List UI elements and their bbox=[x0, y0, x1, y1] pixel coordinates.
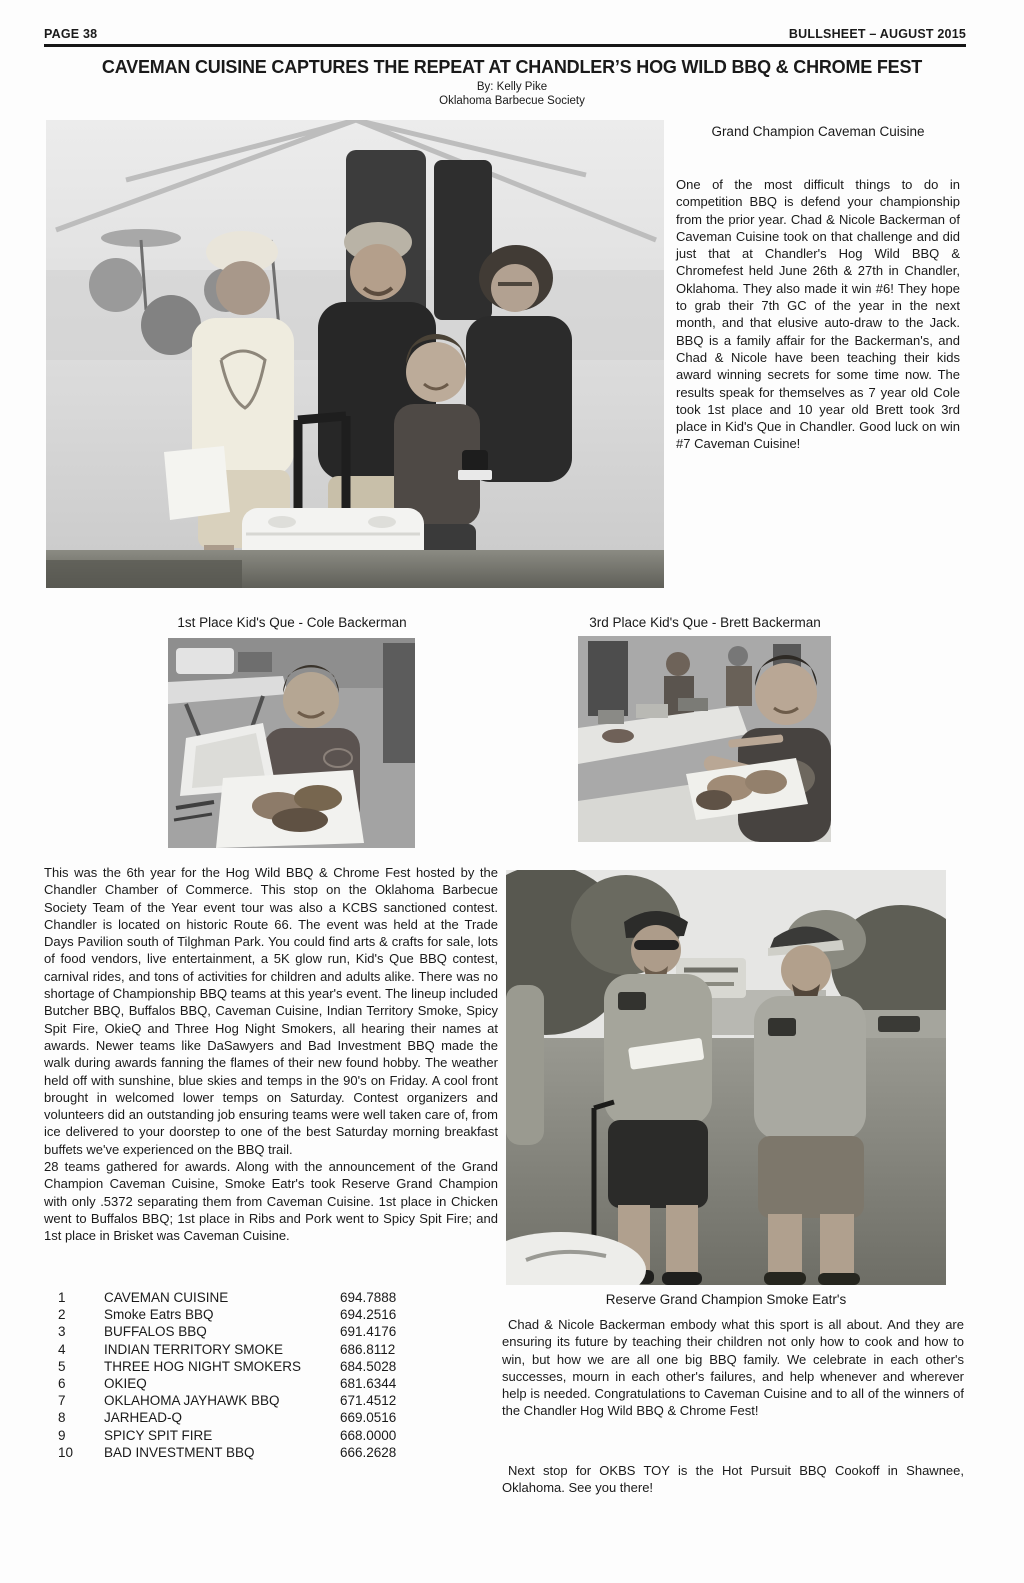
article-title: CAVEMAN CUISINE CAPTURES THE REPEAT AT CHANDLER’S HOG WILD BBQ & CHROME FEST bbox=[101, 57, 923, 77]
team: INDIAN TERRITORY SMOKE bbox=[104, 1341, 284, 1357]
intro-paragraph: One of the most difficult things to do in competition BBQ is defend your championship from the prior year. Chad & Nicole Backerman of Caveman Cuisine took on that challenge and did just that at Chandler's Hog Wild BBQ & Chromefest held June 26th & 27th in Chandler, Oklahoma. They also made it win #6! They hope to grab their 7th GC of the year in the next month, and that elusive auto-draw to the Jack. BBQ is a family affair for the Backerman's, and Chad & Nicole have been teaching their kids award winning secrets for some time now. The results speak for themselves as 7 year old Cole took 1st place and 10 year old Brett took 3rd place in Kid's Que in Chandler. Good luck on win #7 Caveman Cuisine! bbox=[676, 177, 960, 452]
body-paragraph-2: 28 teams gathered for awards. Along with the announcement of the Grand Champion Caveman Cuisine, Smoke Eatr's took Reserve Grand Champion with only .5372 separating them from Caveman Cuisine. 1st place in Chicken went to Buffalos BBQ; 1st place in Ribs and Pork went to Spicy Spit Fire; and 1st place in Brisket was Caveman Cuisine. bbox=[44, 1159, 498, 1244]
standings-row bbox=[58, 1358, 396, 1375]
first-place-kids-caption: 1st Place Kid's Que - Cole Backerman bbox=[177, 615, 407, 630]
rank: 3 bbox=[58, 1324, 66, 1340]
standings-row bbox=[58, 1306, 396, 1323]
rank: 7 bbox=[58, 1393, 66, 1409]
score: 691.4176 bbox=[340, 1324, 397, 1340]
smoke-eatrs-photo bbox=[506, 870, 946, 1285]
body-paragraph-1: This was the 6th year for the Hog Wild BBQ & Chrome Fest hosted by the Chandler Chamber of Commerce. This stop on the Oklahoma Barbecue Society Team of the Year event tour was also a KCBS sanctioned contest. Chandler is located on historic Route 66. The event was held at the Trade Days Pavilion south of Tilghman Park. You could find arts & crafts for sale, lots of food vendors, live entertainment, a 5K glow run, Kid's Que BBQ contest, carnival rides, and tons of activities for children and adults alike. There was no shortage of Championship BBQ teams at this year's event. The lineup included Butcher BBQ, Buffalos BBQ, Caveman Cuisine, Indian Territory Smoke, Spicy Spit Fire, OkieQ and Three Hog Night Smokers, all hearing their names at awards. Newer teams like DaSawyers and Bad Investment BBQ made the walk during awards fanning the flames of their new found hobby. The weather held off with sunshine, blue skies and temps in the 90's on Friday. A cool front brought in welcomed lower temps on Saturday. Contest organizers and volunteers did an outstanding job ensuring teams were well taken care of, from ice delivered to your doorstep to one of the best Saturday morning breakfast buffets we've experienced on the BBQ trail. bbox=[44, 865, 498, 1157]
reserve-grand-champion-caption: Reserve Grand Champion Smoke Eatr's bbox=[605, 1292, 847, 1307]
grand-champion-photo bbox=[46, 120, 664, 588]
body-text-column bbox=[44, 864, 498, 1245]
score: 694.7888 bbox=[340, 1290, 397, 1305]
team: JARHEAD-Q bbox=[104, 1410, 183, 1426]
team: CAVEMAN CUISINE bbox=[104, 1290, 229, 1305]
rank: 1 bbox=[58, 1290, 66, 1305]
team: BAD INVESTMENT BBQ bbox=[104, 1444, 255, 1460]
team: SPICY SPIT FIRE bbox=[104, 1427, 213, 1443]
byline: By: Kelly Pike bbox=[476, 81, 548, 93]
team: OKLAHOMA JAYHAWK BBQ bbox=[104, 1393, 280, 1409]
standings-row bbox=[58, 1375, 396, 1392]
score: 671.4512 bbox=[340, 1393, 397, 1409]
standings-row bbox=[58, 1409, 396, 1426]
outro-paragraph-2: Next stop for OKBS TOY is the Hot Pursuit BBQ Cookoff in Shawnee, Oklahoma. See you there! bbox=[502, 1463, 964, 1496]
standings-list bbox=[58, 1289, 396, 1461]
page-number-label: PAGE 38 bbox=[44, 27, 98, 41]
rank: 8 bbox=[58, 1410, 66, 1426]
score: 669.0516 bbox=[340, 1410, 397, 1426]
rank: 4 bbox=[58, 1341, 66, 1357]
standings-row bbox=[58, 1444, 396, 1461]
byline-organization: Oklahoma Barbecue Society bbox=[439, 95, 585, 107]
issue-label: BULLSHEET – AUGUST 2015 bbox=[788, 27, 966, 41]
rank: 9 bbox=[58, 1427, 66, 1443]
standings-row bbox=[58, 1341, 396, 1358]
team: THREE HOG NIGHT SMOKERS bbox=[104, 1358, 302, 1374]
rank: 5 bbox=[58, 1358, 66, 1374]
team: BUFFALOS BBQ bbox=[104, 1324, 207, 1340]
score: 668.0000 bbox=[340, 1427, 397, 1443]
score: 686.8112 bbox=[340, 1341, 396, 1357]
third-place-kids-caption: 3rd Place Kid's Que - Brett Backerman bbox=[589, 615, 821, 630]
outro-paragraph-1: Chad & Nicole Backerman embody what this sport is all about. And they are ensuring its future by teaching their children not only how to cook and how to win, but how we are all one big BBQ family. We celebrate in each other's successes, mourn in each other's failures, and help whenever and wherever help is needed. Congratulations to Caveman Cuisine and to all of the winners of the Chandler Hog Wild BBQ & Chrome Fest! bbox=[502, 1317, 964, 1419]
cole-photo-illustration bbox=[168, 638, 415, 848]
cole-backerman-photo bbox=[168, 638, 415, 848]
team: Smoke Eatrs BBQ bbox=[104, 1307, 214, 1323]
team: OKIEQ bbox=[104, 1376, 147, 1392]
standings-row bbox=[58, 1392, 396, 1409]
rank: 2 bbox=[58, 1307, 66, 1323]
brett-photo-illustration bbox=[578, 636, 831, 842]
grand-champion-photo-illustration bbox=[46, 120, 664, 588]
rank: 10 bbox=[58, 1444, 74, 1460]
standings-row bbox=[58, 1323, 396, 1340]
standings-row bbox=[58, 1427, 396, 1444]
score: 694.2516 bbox=[340, 1307, 397, 1323]
score: 666.2628 bbox=[340, 1444, 397, 1460]
score: 684.5028 bbox=[340, 1358, 397, 1374]
smoke-eatrs-photo-illustration bbox=[506, 870, 946, 1285]
brett-backerman-photo bbox=[578, 636, 831, 842]
grand-champion-caption: Grand Champion Caveman Cuisine bbox=[711, 124, 925, 139]
standings-row bbox=[58, 1289, 396, 1306]
rank: 6 bbox=[58, 1376, 66, 1392]
header-rule bbox=[44, 44, 966, 47]
score: 681.6344 bbox=[340, 1376, 397, 1392]
